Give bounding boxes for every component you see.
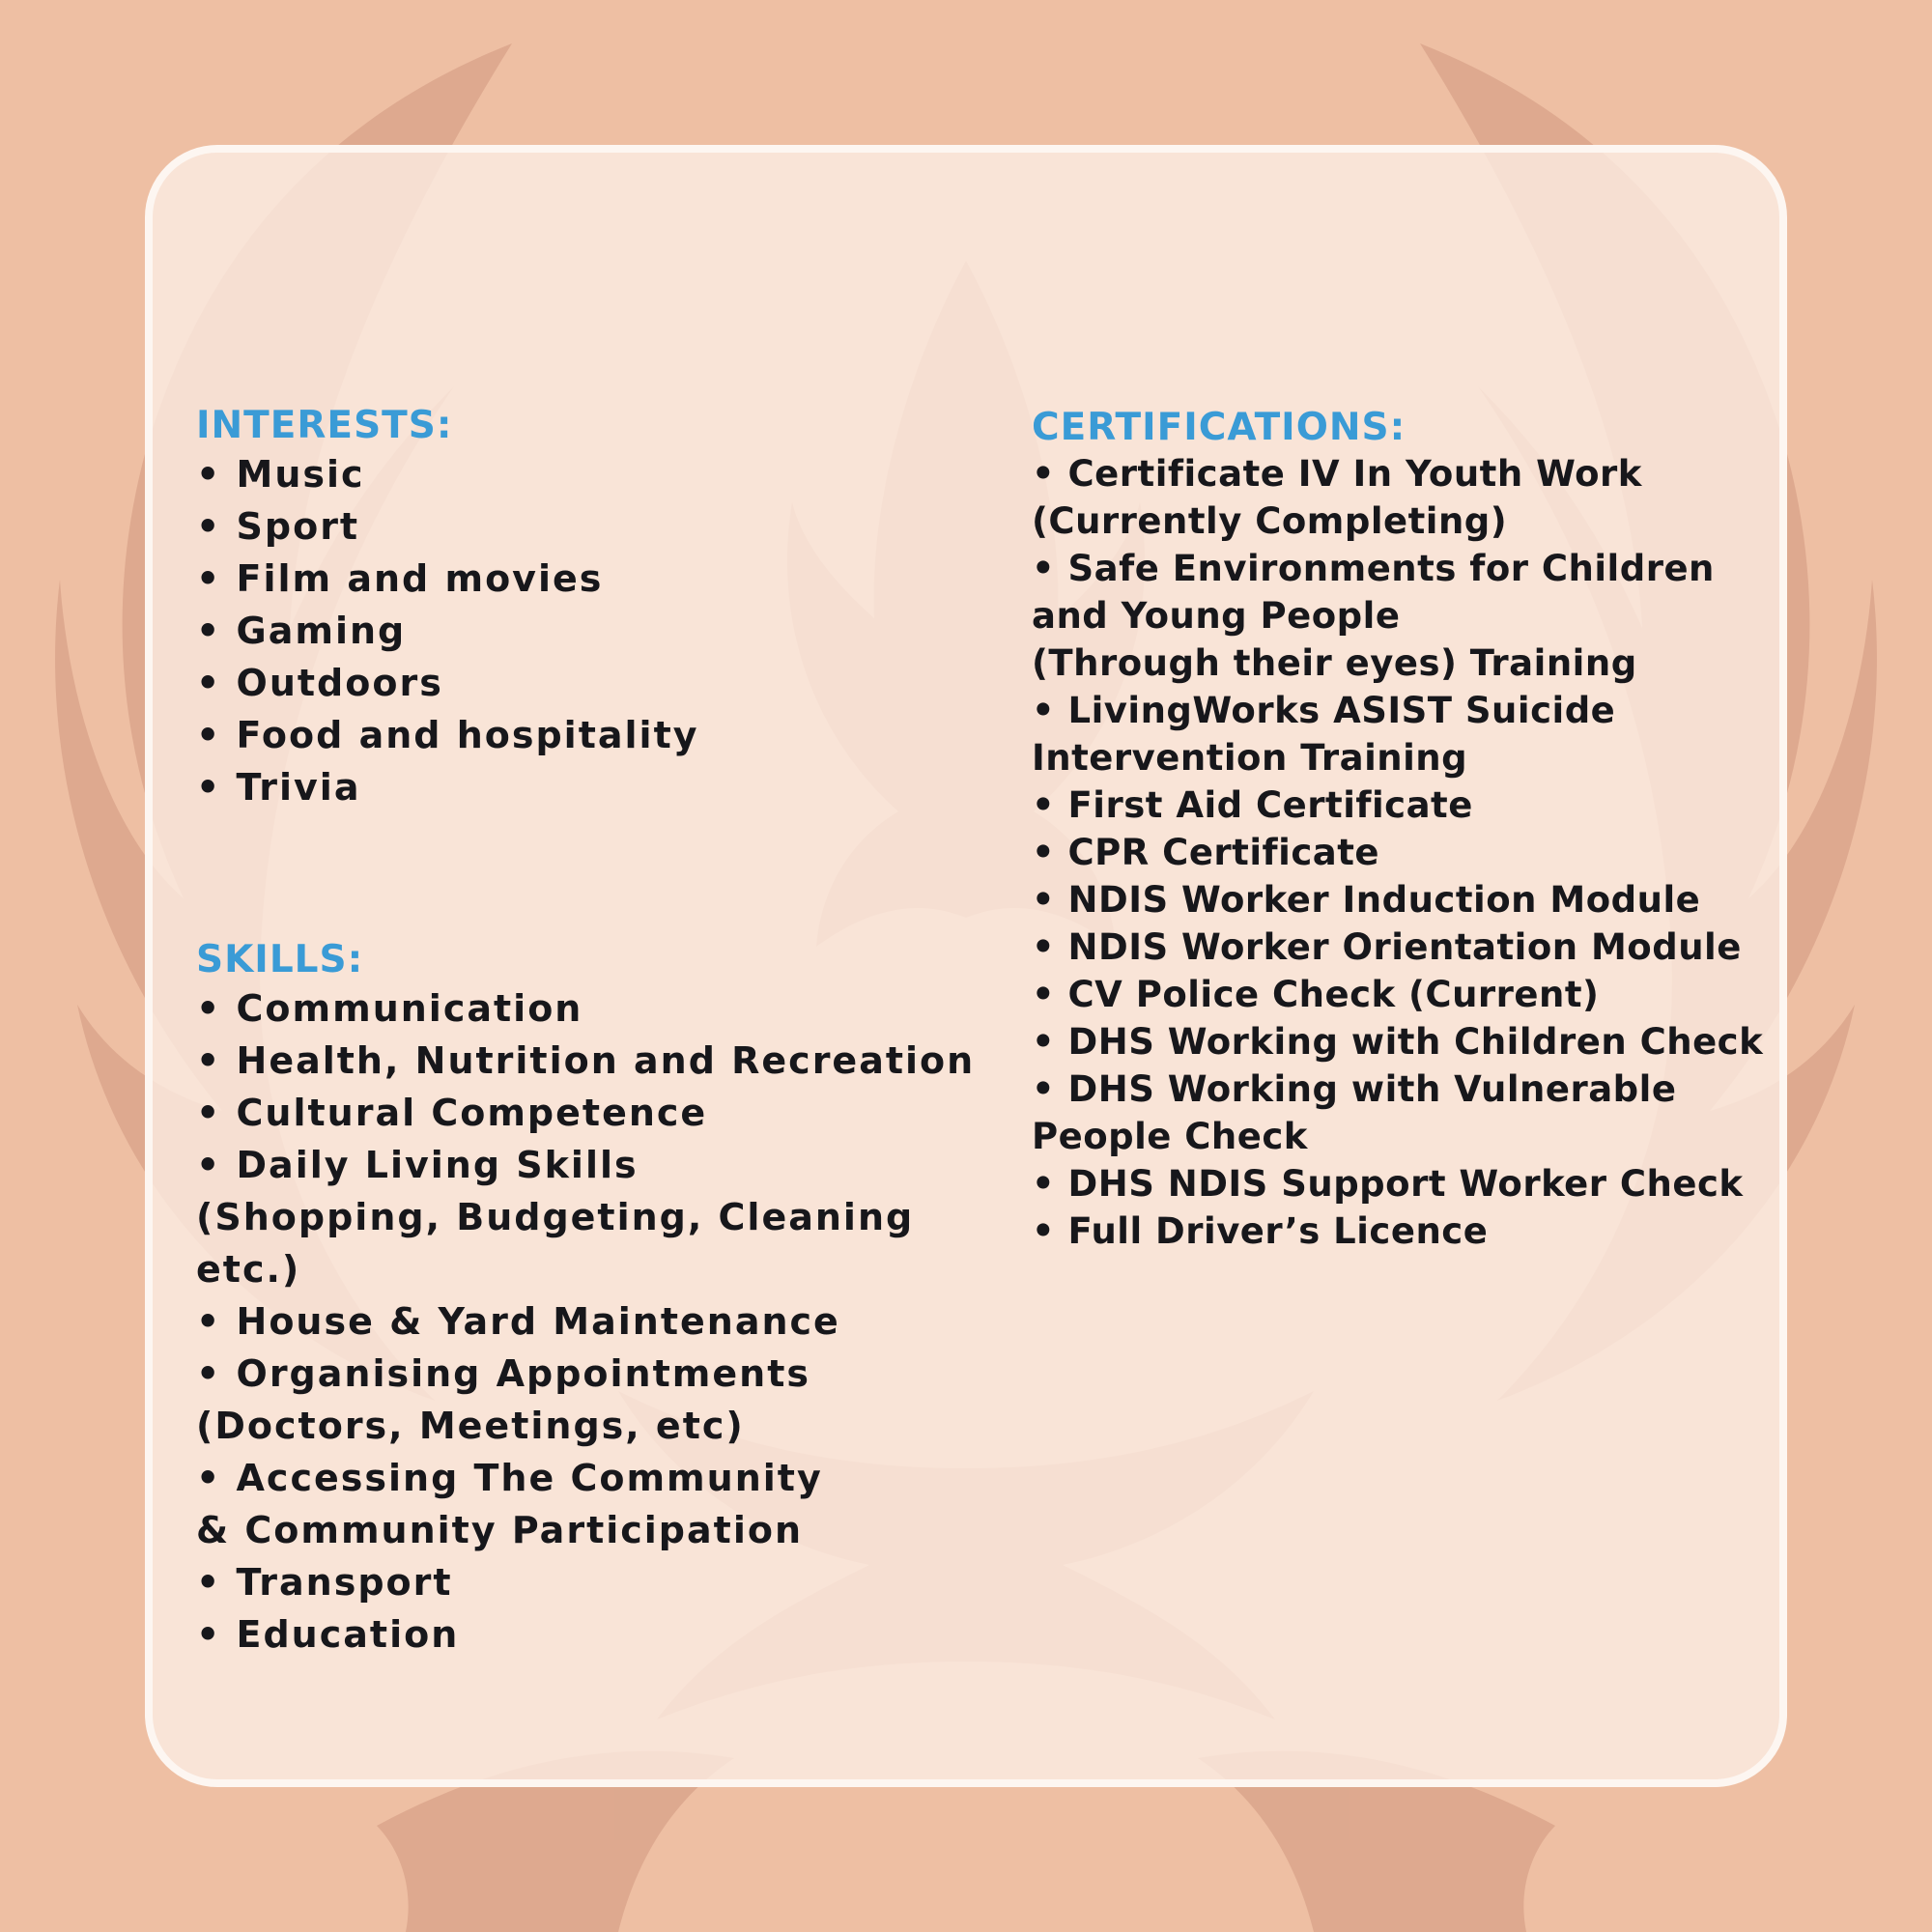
skills-section — [196, 938, 1027, 1661]
list-item: People Check — [1032, 1116, 1308, 1157]
list-item: • Outdoors — [196, 662, 443, 704]
list-item: • DHS Working with Children Check — [1032, 1021, 1764, 1063]
certifications-list — [1032, 450, 1785, 1255]
list-item: • Sport — [196, 505, 360, 548]
interests-heading: INTERESTS: — [196, 404, 453, 447]
list-item: • Education — [196, 1613, 460, 1656]
list-item: • CV Police Check (Current) — [1032, 974, 1600, 1015]
list-item: • Health, Nutrition and Recreation — [196, 1039, 976, 1082]
list-item: • Gaming — [196, 610, 407, 652]
list-item: • NDIS Worker Orientation Module — [1032, 926, 1742, 968]
list-item: • Film and movies — [196, 557, 604, 600]
list-item: • Organising Appointments — [196, 1352, 810, 1395]
certifications-section — [1032, 406, 1785, 1255]
list-item: • Daily Living Skills — [196, 1144, 639, 1186]
list-item: Intervention Training — [1032, 737, 1468, 779]
list-item: • House & Yard Maintenance — [196, 1300, 840, 1343]
interests-section — [196, 404, 969, 813]
list-item: • Trivia — [196, 766, 361, 809]
list-item: and Young People — [1032, 595, 1401, 637]
list-item: (Shopping, Budgeting, Cleaning etc.) — [196, 1196, 915, 1291]
skills-list — [196, 982, 1027, 1661]
list-item: • First Aid Certificate — [1032, 784, 1473, 826]
list-item: • Transport — [196, 1561, 453, 1604]
list-item: • Food and hospitality — [196, 714, 699, 756]
list-item: • LivingWorks ASIST Suicide — [1032, 690, 1616, 731]
list-item: • Full Driver’s Licence — [1032, 1210, 1489, 1252]
list-item: • Communication — [196, 987, 583, 1030]
list-item: • Cultural Competence — [196, 1092, 708, 1134]
list-item: • Music — [196, 453, 365, 496]
interests-list — [196, 448, 969, 813]
list-item: • NDIS Worker Induction Module — [1032, 879, 1701, 921]
list-item: • Accessing The Community — [196, 1457, 823, 1499]
list-item: • CPR Certificate — [1032, 832, 1379, 873]
list-item: (Currently Completing) — [1032, 500, 1508, 542]
certifications-heading: CERTIFICATIONS: — [1032, 406, 1406, 449]
list-item: & Community Participation — [196, 1509, 803, 1551]
skills-heading: SKILLS: — [196, 938, 364, 981]
list-item: • DHS NDIS Support Worker Check — [1032, 1163, 1744, 1205]
list-item: • Safe Environments for Children — [1032, 548, 1715, 589]
list-item: (Doctors, Meetings, etc) — [196, 1405, 745, 1447]
list-item: • DHS Working with Vulnerable — [1032, 1068, 1677, 1110]
list-item: (Through their eyes) Training — [1032, 642, 1637, 684]
list-item: • Certificate IV In Youth Work — [1032, 453, 1642, 495]
